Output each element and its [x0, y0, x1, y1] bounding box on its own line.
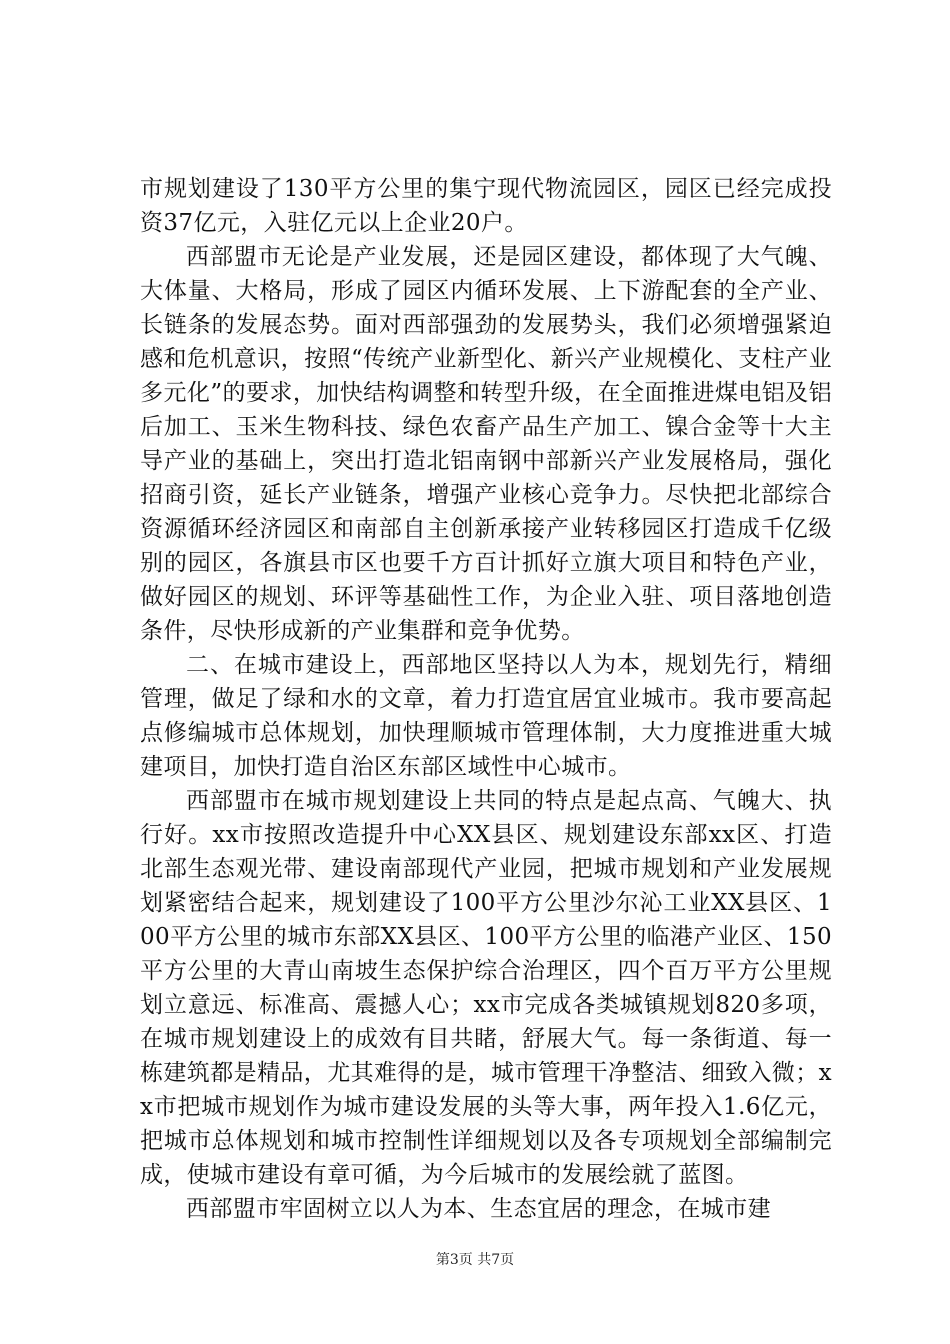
paragraph-3: 二、在城市建设上，西部地区坚持以人为本，规划先行，精细管理，做足了绿和水的文章，着力打造宜居宜业城市。我市要高起点修编城市总体规划，加快理顺城市管理体制，大力度推进重大城建项目，加快打造自治区东部区域性中心城市。	[140, 652, 832, 780]
page-number-footer: 第3页 共7页	[435, 1252, 515, 1268]
paragraph-5: 西部盟市牢固树立以人为本、生态宜居的理念，在城市建	[186, 1196, 771, 1222]
paragraph-2: 西部盟市无论是产业发展，还是园区建设，都体现了大气魄、大体量、大格局，形成了园区内循环发展、上下游配套的全产业、长链条的发展态势。面对西部强劲的发展势头，我们必须增强紧迫感和危机意识，按照“传统产业新型化、新兴产业规模化、支柱产业多元化”的要求，加快结构调整和转型升级，在全面推进煤电铝及铝后加工、玉米生物科技、绿色农畜产品生产加工、镍合金等十大主导产业的基础上，突出打造北铝南钢中部新兴产业发展格局，强化招商引资，延长产业链条，增强产业核心竞争力。尽快把北部综合资源循环经济园区和南部自主创新承接产业转移园区打造成千亿级别的园区，各旗县市区也要千方百计抓好立旗大项目和特色产业，做好园区的规划、环评等基础性工作，为企业入驻、项目落地创造条件，尽快形成新的产业集群和竞争优势。	[140, 244, 832, 644]
paragraph-4: 西部盟市在城市规划建设上共同的特点是起点高、气魄大、执行好。xx市按照改造提升中心XX县区、规划建设东部xx区、打造北部生态观光带、建设南部现代产业园，把城市规划和产业发展规划紧密结合起来，规划建设了100平方公里沙尔沁工业XX县区、100平方公里的城市东部XX县区、100平方公里的临港产业区、150平方公里的大青山南坡生态保护综合治理区，四个百万平方公里规划立意远、标准高、震撼人心；xx市完成各类城镇规划820多项，在城市规划建设上的成效有目共睹，舒展大气。每一条街道、每一栋建筑都是精品，尤其难得的是，城市管理干净整洁、细致入微；xx市把城市规划作为城市建设发展的头等大事，两年投入1.6亿元，把城市总体规划和城市控制性详细规划以及各专项规划全部编制完成，使城市建设有章可循，为今后城市的发展绘就了蓝图。	[140, 788, 833, 1188]
paragraph-1: 市规划建设了130平方公里的集宁现代物流园区，园区已经完成投资37亿元，入驻亿元以上企业20户。	[140, 176, 832, 236]
document-body	[140, 172, 832, 1226]
